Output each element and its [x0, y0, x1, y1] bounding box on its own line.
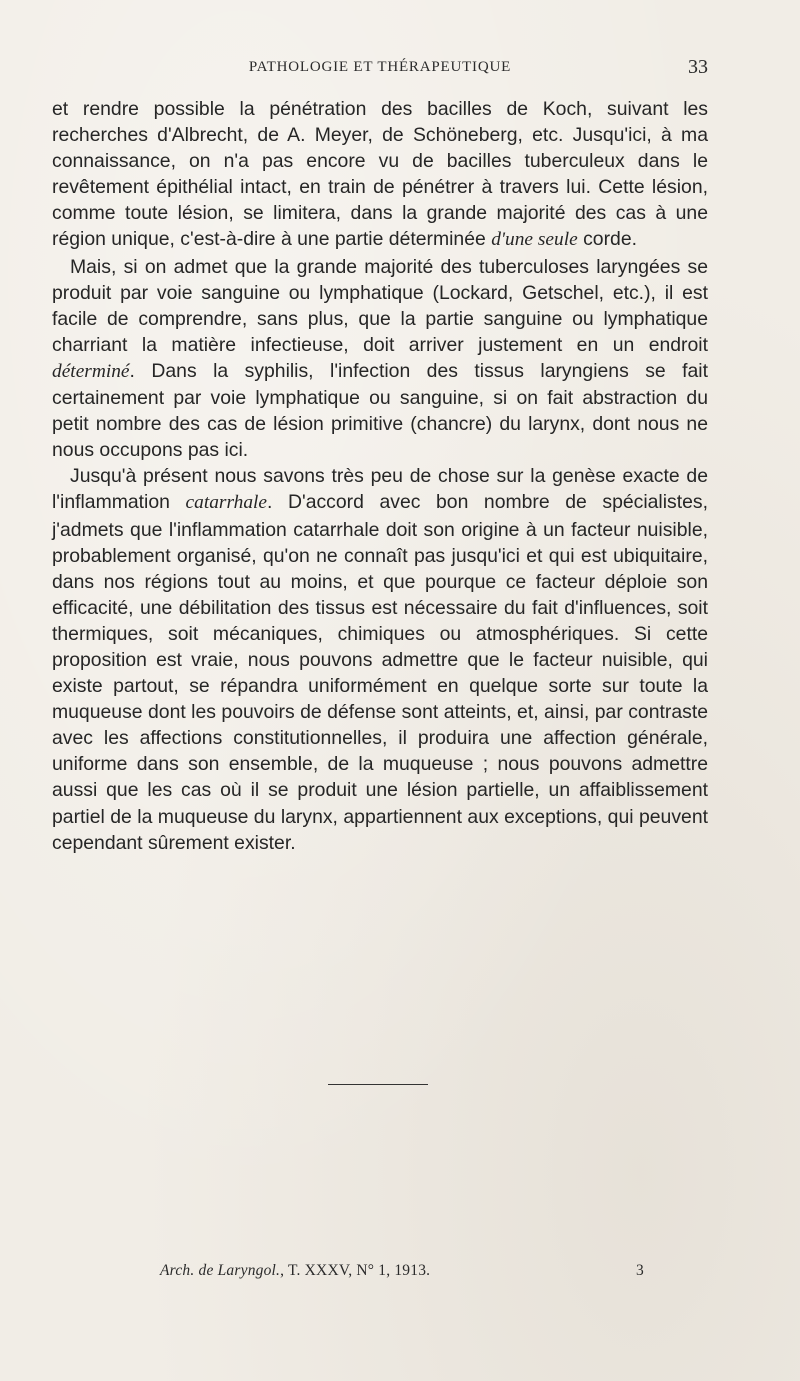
running-title: PATHOLOGIE ET THÉRAPEUTIQUE: [248, 59, 512, 75]
paragraph-2: [52, 254, 708, 464]
paragraph-1: [52, 96, 708, 254]
page-number: 33: [688, 56, 708, 78]
text-run: . Dans la syphilis, l'infection des tissus laryngiens se fait certainement par voie lymphatique ou sanguine, si on fait abstraction du petit nombre des cas de lésion primitive (chancre) du larynx, dont nous ne nous occupons pas ici.: [52, 359, 708, 462]
text-run: Mais, si on admet que la grande majorité des tuberculoses laryngées se produit par voie sanguine ou lymphatique (Lockard, Getschel, etc.), il est facile de comprendre, sans plus, que la partie sanguine ou lymphatique charriant la matière infectieuse, doit arriver justement en un endroit: [52, 255, 708, 356]
text-run: corde.: [577, 228, 637, 251]
paragraph-3: [52, 463, 708, 855]
footer-journal: Arch. de Laryngol.: [160, 1262, 281, 1279]
page-footer: [160, 1262, 660, 1284]
footer-citation: [160, 1262, 430, 1280]
text-run: Jusqu'à présent nous savons très peu de chose sur la genèse exacte de l'inflammation: [52, 465, 708, 514]
text-run: et rendre possible la pénétration des bacilles de Koch, suivant les recherches d'Albrecht, de A. Meyer, de Schöneberg, etc. Jusqu'ici, à ma connaissance, on n'a pas encore vu de bacilles tuberculeux dans le revêtement épithélial intact, en train de pénétrer à travers lui. Cette lésion, comme toute lésion, se limitera, dans la grande majorité des cas à une région unique, c'est-à-dire à une partie déterminée: [52, 98, 708, 251]
italic-phrase: catarrhale: [185, 492, 268, 514]
signature-mark: 3: [636, 1262, 644, 1279]
text-run: . D'accord avec bon nombre de spécialistes, j'admets que l'inflammation catarrhale doit son origine à un facteur nuisible, probablement organisé, qu'on ne connaît pas jusqu'ici et qui est ubiquitaire, dans nos régions tout au moins, et que pourque ce facteur déploie son efficacité, une débilitation des tissus est nécessaire du fait d'influences, soit thermiques, soit mécaniques, chimiques ou atmosphériques. Si cette proposition est vraie, nous pouvons admettre que le facteur nuisible, qui existe partout, se répandra uniformément en quelque sorte sur toute la muqueuse dont les pouvoirs de défense sont atteints, et, ainsi, par contraste avec les affections constitutionnelles, il produira une affection générale, uniforme dans son ensemble, de la muqueuse ; nous pouvons admettre aussi que les cas où il se produit une lésion partielle, un affaiblissement partiel de la muqueuse du larynx, appartiennent aux exceptions, qui peuvent cependant sûrement exister.: [52, 491, 708, 854]
body-text: [52, 96, 708, 856]
running-head: [52, 56, 708, 80]
footer-citation-rest: , T. XXXV, N° 1, 1913.: [280, 1262, 431, 1279]
separator-rule: [328, 1084, 428, 1085]
italic-phrase: d'une seule: [491, 229, 578, 251]
italic-phrase: déterminé: [52, 360, 130, 382]
